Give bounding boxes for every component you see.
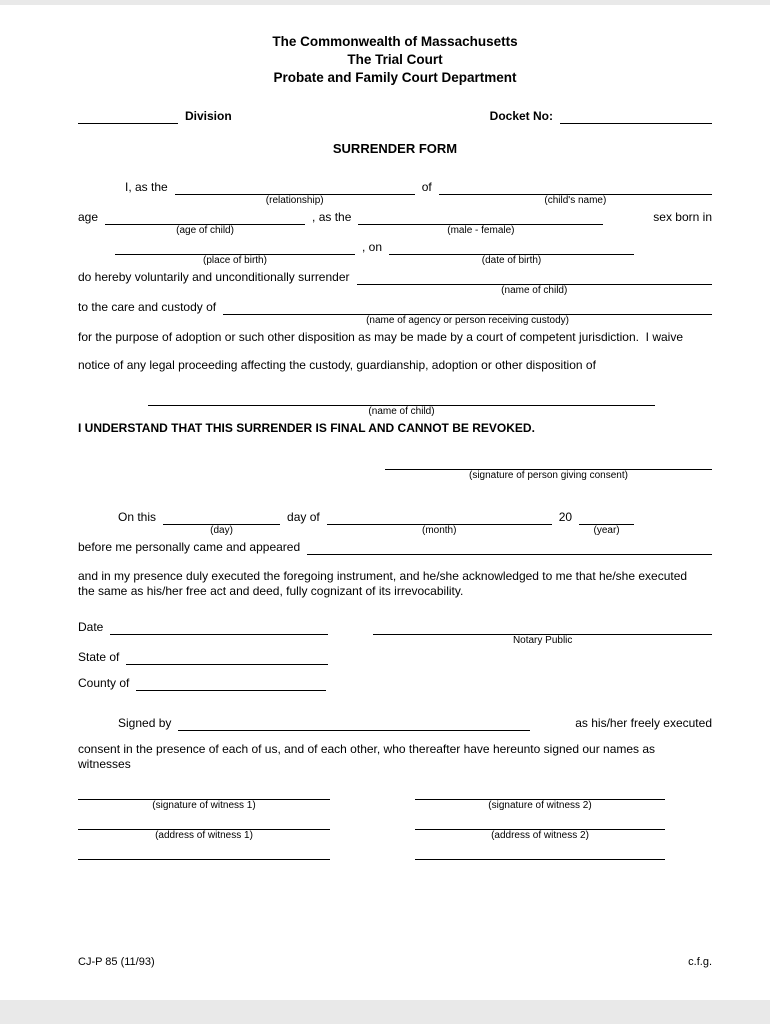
as-the-text: , as the [312,210,352,224]
date-words-row [78,510,712,536]
consent-line-1: consent in the presence of each of us, and of each other, who thereafter have hereunto signed our names as [78,742,656,756]
county-of-label: County of [78,676,130,690]
name-of-child-caption: (name of child) [501,285,568,296]
witness2-signature-field[interactable] [415,785,665,811]
agency-field[interactable] [223,300,712,326]
witness1-signature-field[interactable] [78,785,330,811]
surrender-row [78,270,712,296]
date-notary-row [78,620,712,646]
presence-line-2: the same as his/her free act and deed, fully cognizant of its irrevocability. [78,584,464,598]
agency-caption: (name of agency or person receiving custody) [366,315,569,326]
name-of-child-caption-2: (name of child) [368,406,435,417]
consent-signature-row [78,455,712,481]
freely-executed-text: as his/her freely executed [575,716,712,730]
consent-signature-field[interactable] [385,455,712,481]
state-field[interactable] [126,650,328,665]
notice-line: notice of any legal proceeding affecting the custody, guardianship, adoption or other disposition of [78,358,596,372]
form-header [78,33,712,87]
docket-no-label: Docket No: [489,109,553,123]
signed-by-row [78,716,712,731]
presence-line-1: and in my presence duly executed the foregoing instrument, and he/she acknowledged to me that he/she executed [78,569,688,583]
age-sex-row [78,210,712,236]
name-of-child-field[interactable] [357,270,713,296]
signed-by-label: Signed by [118,716,172,730]
date-of-birth-field[interactable] [389,240,634,266]
witness2-extra-field[interactable] [415,845,665,860]
on-text: , on [362,240,383,254]
witness-address-row [78,815,712,841]
date-of-birth-caption: (date of birth) [481,255,542,266]
witness2-signature-caption: (signature of witness 2) [488,800,592,811]
county-field[interactable] [136,676,326,691]
witness2-address-caption: (address of witness 2) [491,830,589,841]
sex-born-in-text: sex born in [653,210,712,224]
page-footer [78,956,712,968]
header-trial-court: The Trial Court [347,52,443,67]
witness-signature-row [78,785,712,811]
footer-initials: c.f.g. [688,956,712,968]
age-of-child-caption: (age of child) [176,225,234,236]
year-field[interactable] [579,510,634,536]
witness1-signature-caption: (signature of witness 1) [152,800,256,811]
of-text: of [421,180,432,194]
appeared-name-field[interactable] [307,540,712,555]
docket-no-field[interactable] [560,109,712,124]
surrender-form-page [0,5,770,1000]
day-field[interactable] [163,510,280,536]
form-number: CJ-P 85 (11/93) [78,956,155,968]
name-of-child-row [78,391,712,417]
division-field[interactable] [78,109,178,124]
age-of-child-field[interactable] [105,210,305,236]
relationship-field[interactable] [175,180,415,206]
year-prefix-text: 20 [558,510,573,524]
date-field[interactable] [110,620,328,635]
place-of-birth-field[interactable] [115,240,355,266]
final-statement: I UNDERSTAND THAT THIS SURRENDER IS FINAL AND CANNOT BE REVOKED. [78,421,535,435]
day-caption: (day) [210,525,233,536]
witness2-address-field[interactable] [415,815,665,841]
witness-extra-row [78,845,712,860]
month-caption: (month) [421,525,457,536]
state-of-label: State of [78,650,120,664]
date-label: Date [78,620,104,634]
male-female-caption: (male - female) [447,225,515,236]
day-of-text: day of [287,510,320,524]
appeared-row [78,540,712,555]
witness1-address-field[interactable] [78,815,330,841]
county-row [78,676,712,691]
signed-by-field[interactable] [178,716,530,731]
childs-name-caption: (child's name) [544,195,607,206]
custody-clause-text: to the care and custody of [78,300,217,314]
month-field[interactable] [327,510,552,536]
surrender-clause-text: do hereby voluntarily and unconditionally surrender [78,270,350,284]
birth-row [78,240,712,266]
division-docket-row [78,109,712,124]
consent-signature-caption: (signature of person giving consent) [469,470,628,481]
form-title: SURRENDER FORM [332,141,458,156]
witness1-address-caption: (address of witness 1) [155,830,253,841]
sex-field[interactable] [358,210,603,236]
state-row [78,650,712,665]
childs-name-field[interactable] [439,180,712,206]
age-text: age [78,210,99,224]
consent-line-2: witnesses [78,757,131,771]
witness1-extra-field[interactable] [78,845,330,860]
place-of-birth-caption: (place of birth) [203,255,267,266]
custody-row [78,300,712,326]
header-commonwealth: The Commonwealth of Massachusetts [272,34,518,49]
before-me-text: before me personally came and appeared [78,540,301,554]
notary-public-caption: Notary Public [512,635,573,646]
notary-signature-field[interactable] [373,620,712,646]
i-as-the-text: I, as the [125,180,168,194]
relationship-row [78,180,712,206]
purpose-line: for the purpose of adoption or such other disposition as may be made by a court of competent jurisdiction. I waive [78,330,683,344]
on-this-text: On this [118,510,157,524]
year-caption: (year) [593,525,620,536]
name-of-child-field-2[interactable] [148,391,655,417]
division-label: Division [185,109,232,123]
relationship-caption: (relationship) [265,195,324,206]
header-department: Probate and Family Court Department [273,70,517,85]
